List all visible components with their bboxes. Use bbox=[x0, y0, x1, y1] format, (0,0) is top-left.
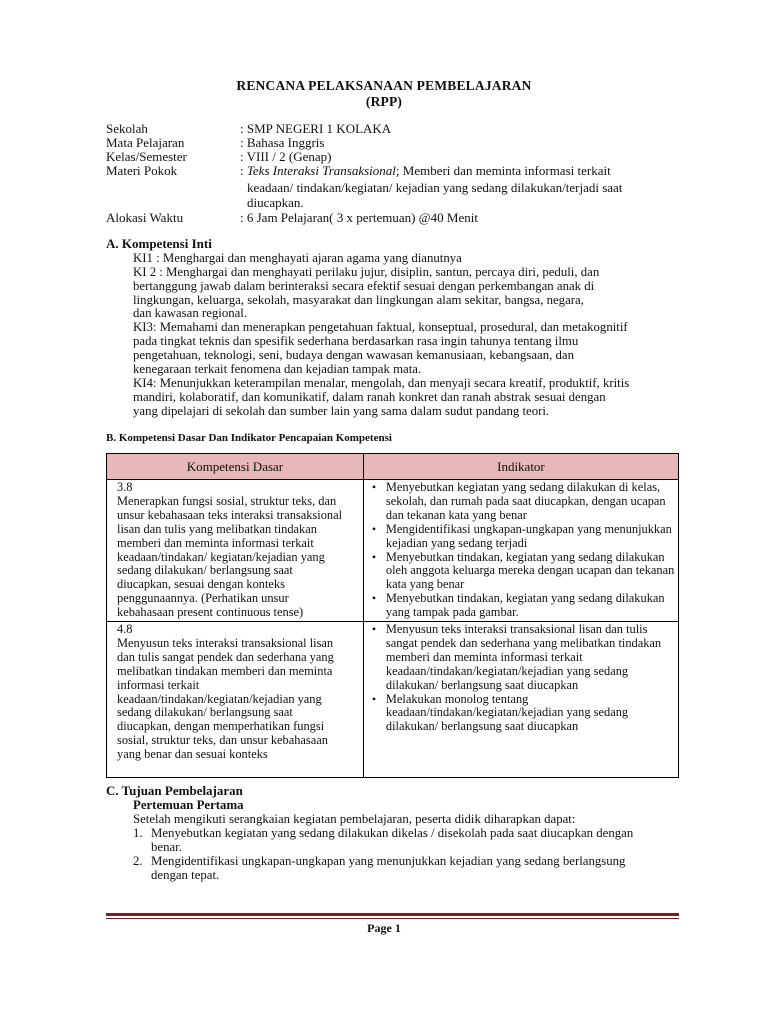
goal-text-line2: benar. bbox=[151, 840, 182, 854]
class-value: : VIII / 2 (Genap) bbox=[240, 149, 332, 164]
material-rest: ; Memberi dan meminta informasi terkait bbox=[395, 163, 611, 178]
subject-label: Mata Pelajaran bbox=[106, 135, 185, 150]
ki-line: lingkungan, keluarga, sekolah, masyarakat dan lingkungan alam sekitar, bangsa, negara, bbox=[133, 293, 584, 307]
material-value bbox=[240, 163, 680, 178]
indicator-cell bbox=[363, 622, 678, 778]
indicator-item: • Menyebutkan tindakan, kegiatan yang sedang dilakukan yang tampak pada gambar. bbox=[386, 592, 675, 620]
indicator-list bbox=[368, 623, 675, 734]
school-value: : SMP NEGERI 1 KOLAKA bbox=[240, 121, 392, 136]
footer-rule-thin bbox=[106, 918, 679, 919]
material-line2: keadaan/ tindakan/kegiatan/ kejadian yang sedang dilakukan/terjadi saat bbox=[247, 180, 623, 195]
ki-line: KI4: Menunjukkan keterampilan menalar, mengolah, dan menyaji secara kreatif, produktif, kritis bbox=[133, 376, 630, 390]
ki-line: KI3: Memahami dan menerapkan pengetahuan faktual, konseptual, prosedural, dan metakognitif bbox=[133, 320, 628, 334]
indicator-cell bbox=[363, 480, 678, 622]
ki-line: mandiri, kolaboratif, dan komunikatif, dalam ranah konkret dan ranah abstrak sesuai dengan bbox=[133, 390, 606, 404]
footer-rule-thick bbox=[106, 913, 679, 916]
material-italic: Teks Interaksi Transaksional bbox=[246, 163, 396, 178]
section-b-heading: B. Kompetensi Dasar Dan Indikator Pencapaian Kompetensi bbox=[106, 432, 392, 444]
ki-line: yang dipelajari di sekolah dan sumber lain yang sama dalam sudut pandang teori. bbox=[133, 404, 550, 418]
kd-cell bbox=[107, 480, 364, 622]
subject-value: : Bahasa Inggris bbox=[240, 135, 325, 150]
indicator-list bbox=[368, 481, 675, 620]
material-line3: diucapkan. bbox=[247, 195, 304, 210]
section-c-heading: C. Tujuan Pembelajaran bbox=[106, 783, 243, 798]
table-header-row bbox=[107, 454, 679, 480]
time-label: Alokasi Waktu bbox=[106, 210, 184, 225]
page-number: Page 1 bbox=[367, 921, 401, 935]
ki-line: bertanggung jawab dalam berinteraksi secara efektif sesuai dengan perkembangan anak di bbox=[133, 279, 595, 293]
document-title: RENCANA PELAKSANAAN PEMBELAJARAN bbox=[236, 78, 532, 93]
table-row bbox=[107, 622, 679, 778]
list-item bbox=[133, 854, 678, 882]
ki-line: pengetahuan, teknologi, seni, budaya dengan wawasan kemanusiaan, kebangsaan, dan bbox=[133, 348, 574, 362]
section-c-subheading: Pertemuan Pertama bbox=[133, 798, 244, 812]
column-header-indikator: Indikator bbox=[363, 454, 678, 480]
kd-text: Menyusun teks interaksi transaksional lisan dan tulis sangat pendek dan sederhana yang melibatkan tindakan memberi dan meminta informasi terkait keadaan/tindakan/kegiatan/kejadian yang sedang dilakukan/ berlangsung saat diucapkan, dengan memperhatikan fungsi sosial, struktur teks, dan unsur kebahasaan yang benar dan sesuai konteks bbox=[117, 635, 334, 762]
kd-number: 3.8 bbox=[117, 480, 133, 494]
class-label: Kelas/Semester bbox=[106, 149, 187, 164]
goal-text-line2: dengan tepat. bbox=[151, 868, 220, 882]
indicator-item: • Menyebutkan kegiatan yang sedang dilakukan di kelas, sekolah, dan rumah pada saat diucapkan, dengan ucapan dan tekanan kata yang benar bbox=[386, 481, 675, 523]
material-label: Materi Pokok bbox=[106, 163, 178, 178]
ki-line: KI 2 : Menghargai dan menghayati perilaku jujur, disiplin, santun, percaya diri, peduli, dan bbox=[133, 265, 600, 279]
indicator-item: • Menyusun teks interaksi transaksional lisan dan tulis sangat pendek dan sederhana yang melibatkan tindakan memberi dan meminta informasi terkait keadaan/tindakan/kegiatan/kejadian yang sedang dilakukan/ berlangsung saat diucapkan bbox=[386, 623, 675, 693]
goal-text-line1: Menyebutkan kegiatan yang sedang dilakukan dikelas / disekolah pada saat diucapkan dengan bbox=[151, 826, 634, 840]
kd-text: Menerapkan fungsi sosial, struktur teks, dan unsur kebahasaan teks interaksi transaksional lisan dan tulis yang melibatkan tindakan memberi dan meminta informasi terkait keadaan/tindakan/ kegiatan/kejadian yang sedang dilakukan/ berlangsung saat diucapkan, sesuai dengan konteks penggunaannya. (Perhatikan unsur kebahasaan present continuous tense) bbox=[117, 493, 343, 620]
section-a-heading: A. Kompetensi Inti bbox=[106, 236, 212, 251]
time-value: : 6 Jam Pelajaran( 3 x pertemuan) @40 Menit bbox=[240, 210, 478, 225]
kd-number: 4.8 bbox=[117, 622, 133, 636]
school-label: Sekolah bbox=[106, 121, 148, 136]
indicator-item: • Menyebutkan tindakan, kegiatan yang sedang dilakukan oleh anggota keluarga mereka dengan ucapan dan tekanan kata yang benar bbox=[386, 551, 675, 593]
material-prefix: : bbox=[240, 163, 247, 178]
list-item bbox=[133, 826, 678, 854]
ki-line: dan kawasan regional. bbox=[133, 306, 248, 320]
kd-cell bbox=[107, 622, 364, 778]
indicator-item: • Mengidentifikasi ungkapan-ungkapan yang menunjukkan kejadian yang sedang terjadi bbox=[386, 523, 675, 551]
table-row bbox=[107, 480, 679, 622]
ki-line: pada tingkat teknis dan spesifik sederhana berdasarkan rasa ingin tahunya tentang ilmu bbox=[133, 334, 579, 348]
ki-line: KI1 : Menghargai dan menghayati ajaran agama yang dianutnya bbox=[133, 251, 462, 265]
competency-table bbox=[106, 453, 679, 778]
goal-list bbox=[133, 826, 678, 882]
document-subtitle: (RPP) bbox=[365, 94, 403, 109]
goal-number: 1. bbox=[133, 826, 143, 840]
ki-line: kenegaraan terkait fenomena dan kejadian tampak mata. bbox=[133, 362, 422, 376]
column-header-kompetensi-dasar: Kompetensi Dasar bbox=[107, 454, 364, 480]
goal-text-line1: Mengidentifikasi ungkapan-ungkapan yang menunjukkan kejadian yang sedang berlangsung bbox=[151, 854, 626, 868]
section-c-intro: Setelah mengikuti serangkaian kegiatan pembelajaran, peserta didik diharapkan dapat: bbox=[133, 812, 576, 826]
indicator-item: • Melakukan monolog tentang keadaan/tindakan/kegiatan/kejadian yang sedang dilakukan/ berlangsung saat diucapkan bbox=[386, 693, 675, 735]
goal-number: 2. bbox=[133, 854, 143, 868]
